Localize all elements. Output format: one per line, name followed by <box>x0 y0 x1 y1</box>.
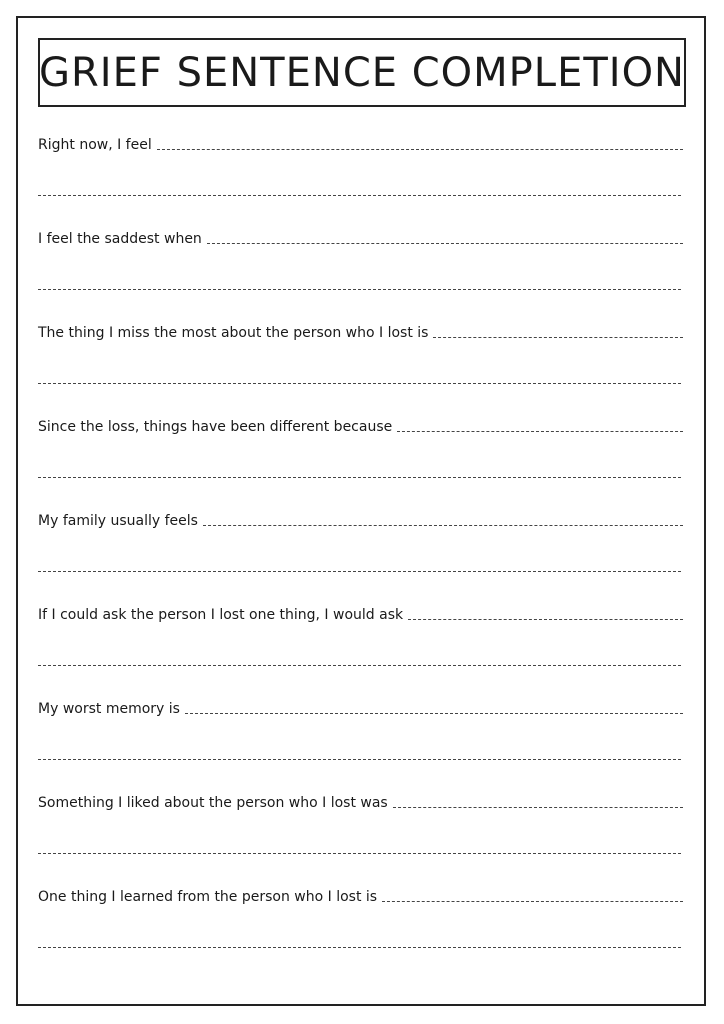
answer-line[interactable] <box>397 430 683 432</box>
prompt-row <box>38 406 683 436</box>
answer-line-continuation[interactable] <box>38 946 681 948</box>
prompt-item <box>38 406 683 500</box>
prompt-text: Something I liked about the person who I lost was <box>38 795 388 811</box>
prompt-text: Right now, I feel <box>38 137 152 153</box>
answer-line-continuation[interactable] <box>38 758 681 760</box>
answer-line-continuation[interactable] <box>38 194 681 196</box>
prompt-row <box>38 124 683 154</box>
prompt-row <box>38 782 683 812</box>
answer-line-continuation[interactable] <box>38 382 681 384</box>
prompt-row <box>38 312 683 342</box>
answer-line-continuation[interactable] <box>38 476 681 478</box>
answer-line[interactable] <box>393 806 683 808</box>
prompt-text: My family usually feels <box>38 513 198 529</box>
prompt-list <box>38 124 683 970</box>
prompt-text: I feel the saddest when <box>38 231 202 247</box>
prompt-item <box>38 876 683 970</box>
prompt-row <box>38 218 683 248</box>
prompt-item <box>38 782 683 876</box>
title-box <box>38 38 686 107</box>
page-title: GRIEF SENTENCE COMPLETION <box>39 49 685 96</box>
answer-line-continuation[interactable] <box>38 664 681 666</box>
prompt-row <box>38 876 683 906</box>
prompt-text: If I could ask the person I lost one thing, I would ask <box>38 607 404 623</box>
prompt-item <box>38 312 683 406</box>
answer-line-continuation[interactable] <box>38 852 681 854</box>
prompt-text: The thing I miss the most about the person who I lost is <box>38 325 429 341</box>
prompt-text: One thing I learned from the person who I lost is <box>38 889 378 905</box>
prompt-item <box>38 688 683 782</box>
prompt-item <box>38 594 683 688</box>
prompt-item <box>38 124 683 218</box>
answer-line[interactable] <box>185 712 683 714</box>
prompt-row <box>38 500 683 530</box>
answer-line[interactable] <box>382 900 683 902</box>
answer-line[interactable] <box>157 148 683 150</box>
answer-line-continuation[interactable] <box>38 570 681 572</box>
answer-line-continuation[interactable] <box>38 288 681 290</box>
prompt-row <box>38 594 683 624</box>
prompt-item <box>38 218 683 312</box>
answer-line[interactable] <box>203 524 683 526</box>
prompt-text: My worst memory is <box>38 701 180 717</box>
answer-line[interactable] <box>207 242 683 244</box>
prompt-text: Since the loss, things have been different because <box>38 419 393 435</box>
answer-line[interactable] <box>433 336 683 338</box>
answer-line[interactable] <box>408 618 683 620</box>
prompt-row <box>38 688 683 718</box>
prompt-item <box>38 500 683 594</box>
